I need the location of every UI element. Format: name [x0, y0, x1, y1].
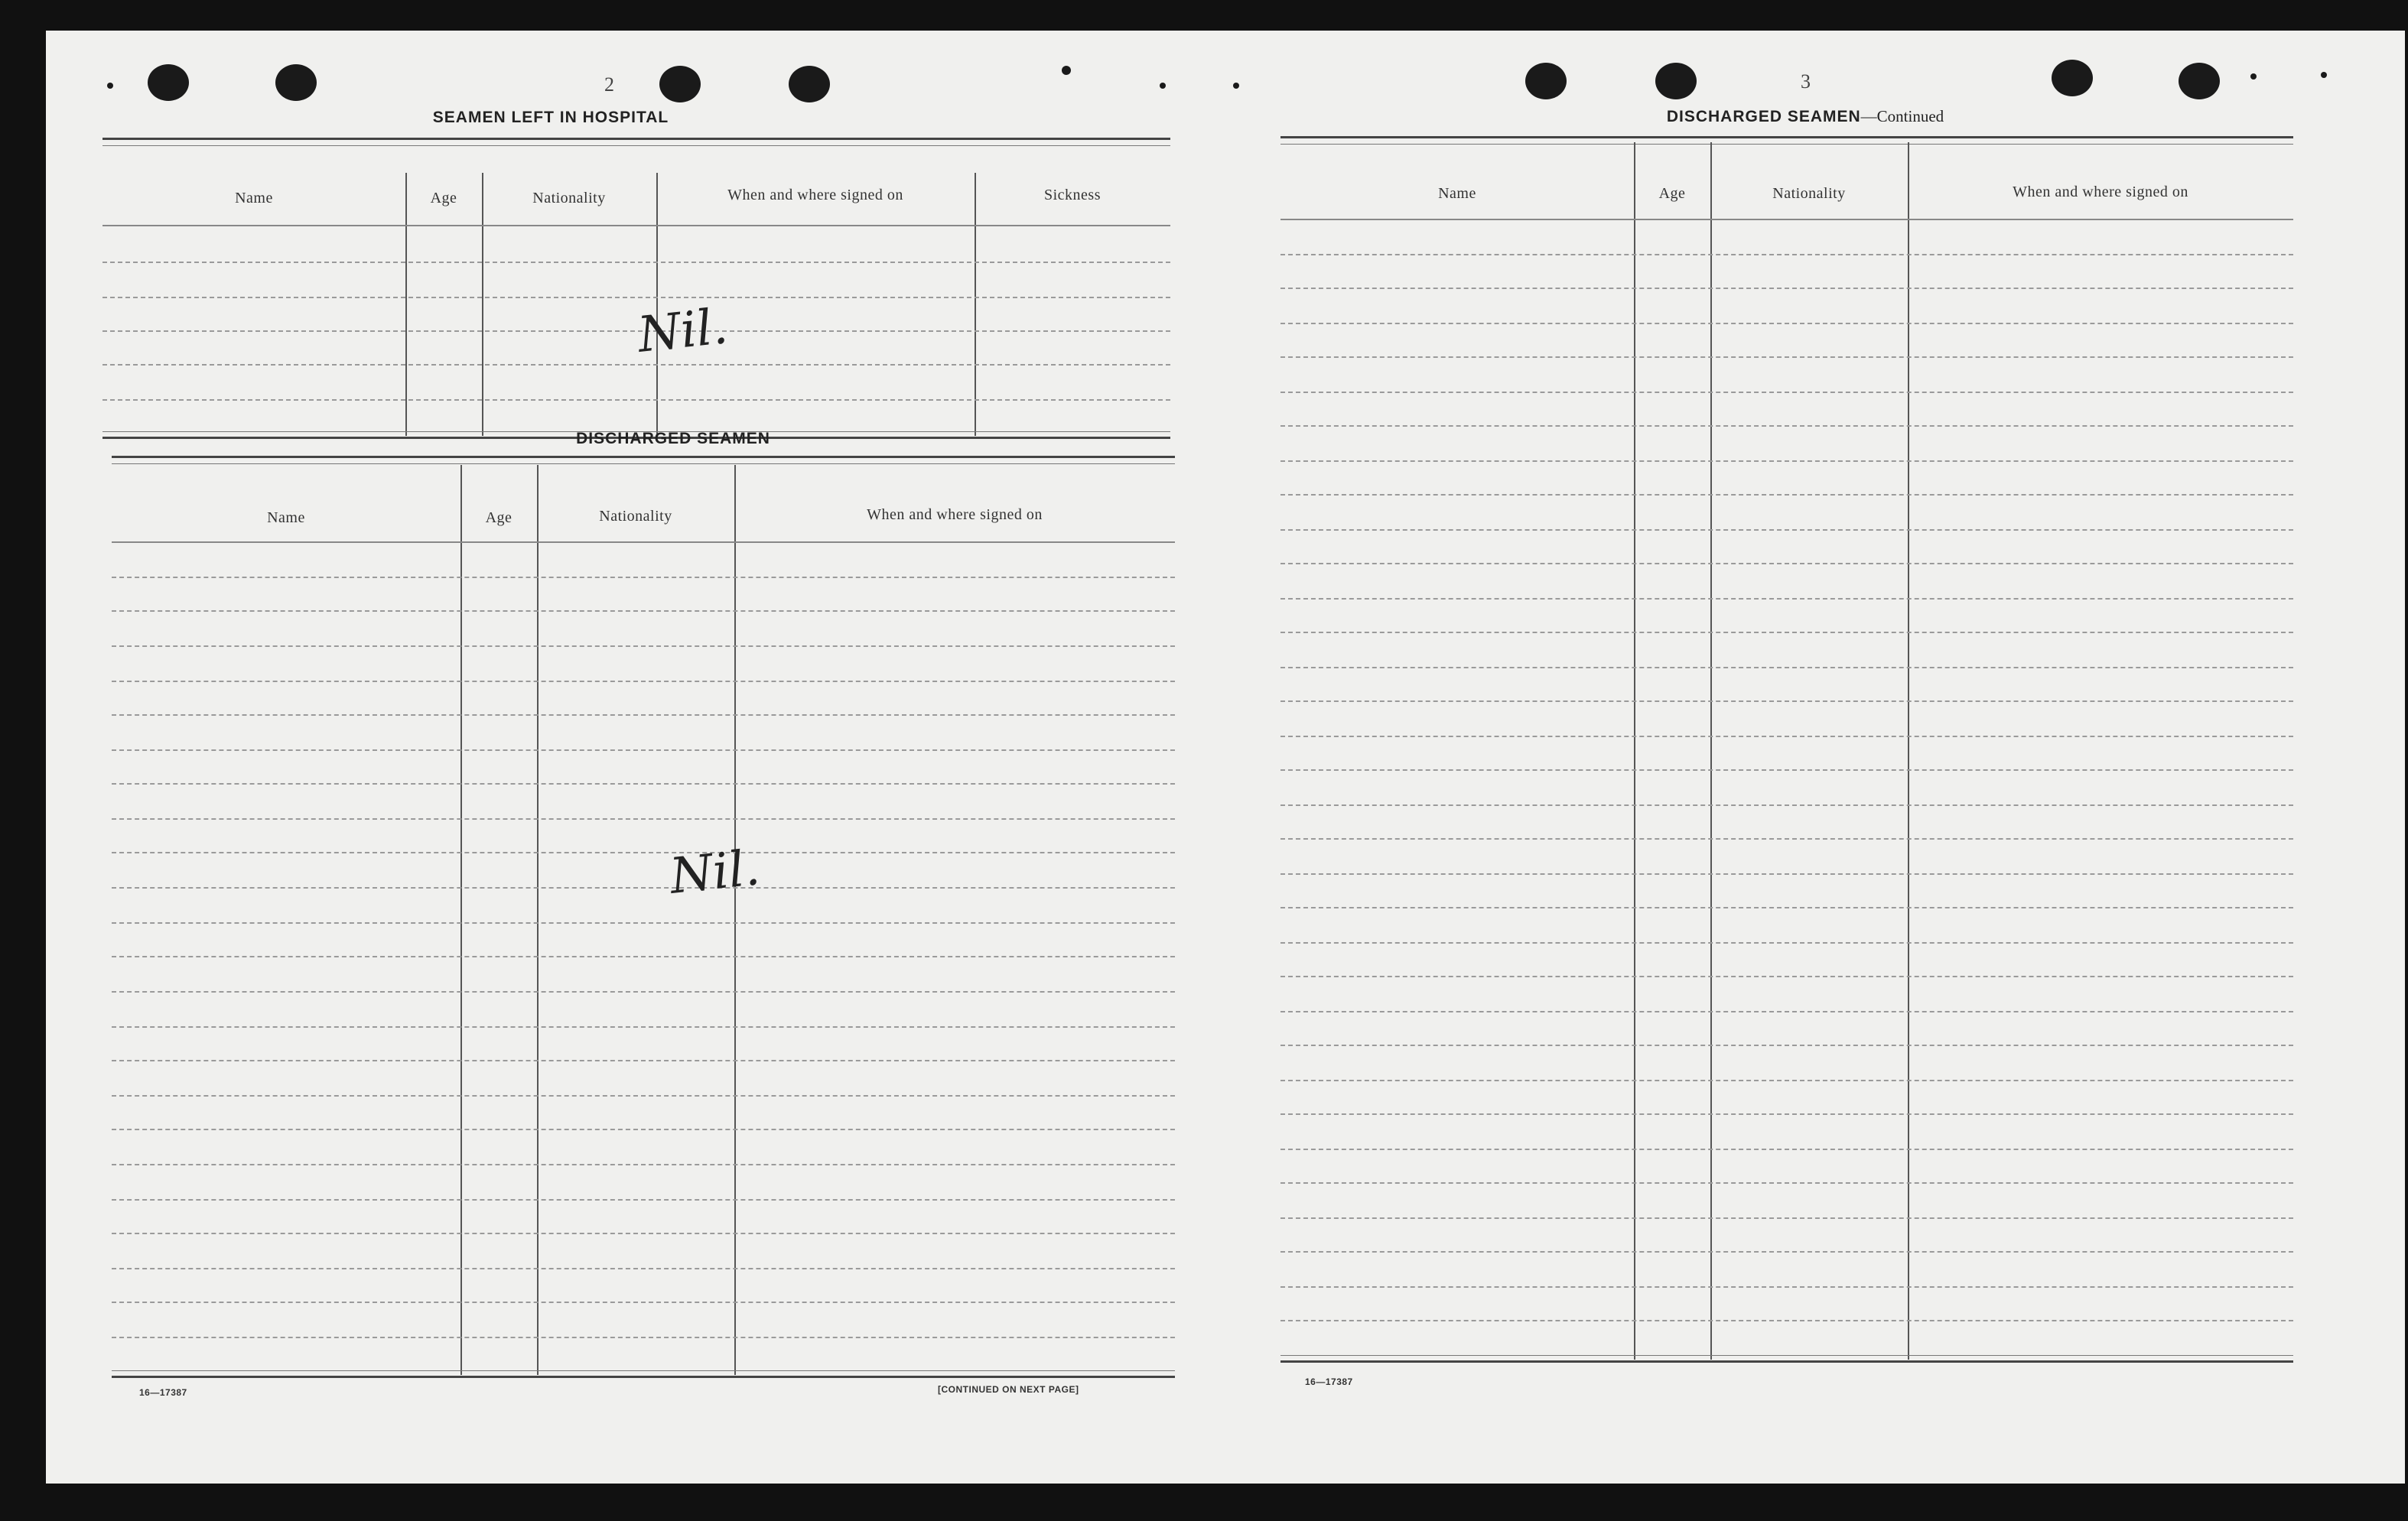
ruled-line: [103, 330, 1170, 332]
ruled-line: [1280, 632, 2293, 633]
column-header-age: Age: [430, 190, 457, 206]
ruled-line: [112, 749, 1175, 751]
discharged-continued-title: [1591, 107, 2019, 126]
discharged-table: [112, 456, 1175, 1412]
ruled-line: [112, 1060, 1175, 1061]
column-divider: [1634, 142, 1635, 1360]
ruled-line: [112, 887, 1175, 889]
table-top-rule: [112, 456, 1175, 464]
ruled-line: [1280, 976, 2293, 977]
ruled-line: [112, 818, 1175, 820]
continued-note: [CONTINUED ON NEXT PAGE]: [938, 1384, 1079, 1395]
ruled-line: [1280, 838, 2293, 840]
ruled-line: [112, 852, 1175, 853]
title-main: DISCHARGED SEAMEN: [1666, 108, 1861, 125]
column-divider: [482, 173, 483, 436]
ruled-line: [103, 364, 1170, 366]
speck: [2250, 73, 2257, 80]
ruled-line: [1280, 356, 2293, 358]
ruled-line: [112, 991, 1175, 993]
column-header-signed-on: When and where signed on: [2013, 184, 2188, 200]
table-top-rule: [103, 138, 1170, 146]
header-underline: [1280, 219, 2293, 220]
ruled-line: [1280, 907, 2293, 908]
ruled-line: [1280, 1286, 2293, 1288]
form-number-right: 16—17387: [1305, 1376, 1353, 1387]
column-header-signed-on: When and where signed on: [727, 187, 903, 203]
ruled-line: [1280, 494, 2293, 496]
punch-hole: [148, 64, 189, 101]
ruled-line: [112, 681, 1175, 682]
column-header-nationality: Nationality: [532, 190, 606, 206]
ruled-line: [1280, 1045, 2293, 1046]
punch-hole: [659, 66, 701, 102]
ruled-line: [1280, 288, 2293, 289]
ruled-line: [1280, 598, 2293, 600]
column-header-age: Age: [1658, 185, 1686, 202]
ruled-line: [112, 1302, 1175, 1303]
title-suffix: —Continued: [1860, 107, 1944, 125]
discharged-table-title: DISCHARGED SEAMEN: [576, 430, 770, 447]
column-header-sickness: Sickness: [1044, 187, 1101, 203]
ruled-line: [112, 956, 1175, 957]
ruled-line: [112, 1095, 1175, 1097]
handwritten-nil: Nil.: [635, 298, 731, 364]
ruled-line: [1280, 425, 2293, 427]
ruled-line: [1280, 1149, 2293, 1150]
ruled-line: [1280, 460, 2293, 462]
form-number-left: 16—17387: [139, 1387, 187, 1398]
ruled-line: [1280, 873, 2293, 875]
column-header-signed-on: When and where signed on: [867, 506, 1043, 523]
column-divider: [1710, 142, 1712, 1360]
ruled-line: [112, 1233, 1175, 1234]
ruled-line: [1280, 323, 2293, 324]
column-divider: [537, 465, 539, 1375]
column-header-age: Age: [485, 509, 513, 526]
ruled-line: [112, 645, 1175, 647]
punch-hole: [275, 64, 317, 101]
page-number-left: 2: [604, 73, 614, 96]
ruled-line: [1280, 1113, 2293, 1115]
punch-hole: [2052, 60, 2093, 96]
ruled-line: [112, 714, 1175, 716]
ruled-line: [1280, 529, 2293, 531]
ruled-line: [112, 1129, 1175, 1130]
column-header-name: Name: [235, 190, 273, 206]
ruled-line: [1280, 1251, 2293, 1253]
table-bottom-rule: [1280, 1355, 2293, 1363]
column-divider: [1908, 142, 1909, 1360]
discharged-continued-table: [1280, 136, 2293, 1398]
hospital-table: [103, 138, 1170, 444]
punch-hole: [2179, 63, 2220, 99]
column-divider: [656, 173, 658, 436]
ruled-line: [1280, 392, 2293, 393]
punch-hole: [1525, 63, 1567, 99]
ruled-line: [1280, 769, 2293, 771]
punch-hole: [1655, 63, 1697, 99]
column-header-name: Name: [267, 509, 305, 526]
ruled-line: [112, 922, 1175, 924]
ruled-line: [1280, 1217, 2293, 1219]
header-underline: [103, 225, 1170, 226]
ruled-line: [112, 610, 1175, 612]
table-top-rule: [1280, 136, 2293, 145]
table-bottom-rule: [112, 1370, 1175, 1378]
ruled-line: [112, 1026, 1175, 1028]
speck: [1062, 66, 1071, 75]
header-underline: [112, 541, 1175, 543]
ruled-line: [1280, 700, 2293, 702]
column-divider: [460, 465, 462, 1375]
ruled-line: [112, 577, 1175, 578]
ruled-line: [103, 399, 1170, 401]
ruled-line: [1280, 254, 2293, 255]
ruled-line: [1280, 736, 2293, 737]
ruled-line: [112, 1199, 1175, 1201]
ruled-line: [1280, 1320, 2293, 1321]
speck: [1233, 83, 1239, 89]
column-divider: [975, 173, 976, 436]
ruled-line: [1280, 563, 2293, 564]
ruled-line: [1280, 667, 2293, 668]
speck: [2321, 72, 2327, 78]
column-divider: [734, 465, 736, 1375]
punch-hole: [789, 66, 830, 102]
ruled-line: [1280, 1182, 2293, 1184]
handwritten-nil: Nil.: [667, 840, 763, 905]
speck: [1160, 83, 1166, 89]
ruled-line: [112, 783, 1175, 785]
column-header-name: Name: [1438, 185, 1476, 202]
page-number-right: 3: [1801, 70, 1811, 93]
ruled-line: [1280, 804, 2293, 806]
column-header-nationality: Nationality: [1772, 185, 1846, 202]
speck: [107, 83, 113, 89]
ruled-line: [103, 297, 1170, 298]
column-divider: [405, 173, 407, 436]
document-sheet: [46, 31, 2405, 1484]
hospital-table-title: SEAMEN LEFT IN HOSPITAL: [432, 109, 669, 126]
ruled-line: [112, 1164, 1175, 1165]
ruled-line: [1280, 942, 2293, 944]
ruled-line: [112, 1268, 1175, 1269]
ruled-line: [1280, 1080, 2293, 1081]
ruled-line: [1280, 1011, 2293, 1012]
column-header-nationality: Nationality: [599, 508, 672, 525]
ruled-line: [103, 262, 1170, 263]
ruled-line: [112, 1337, 1175, 1338]
